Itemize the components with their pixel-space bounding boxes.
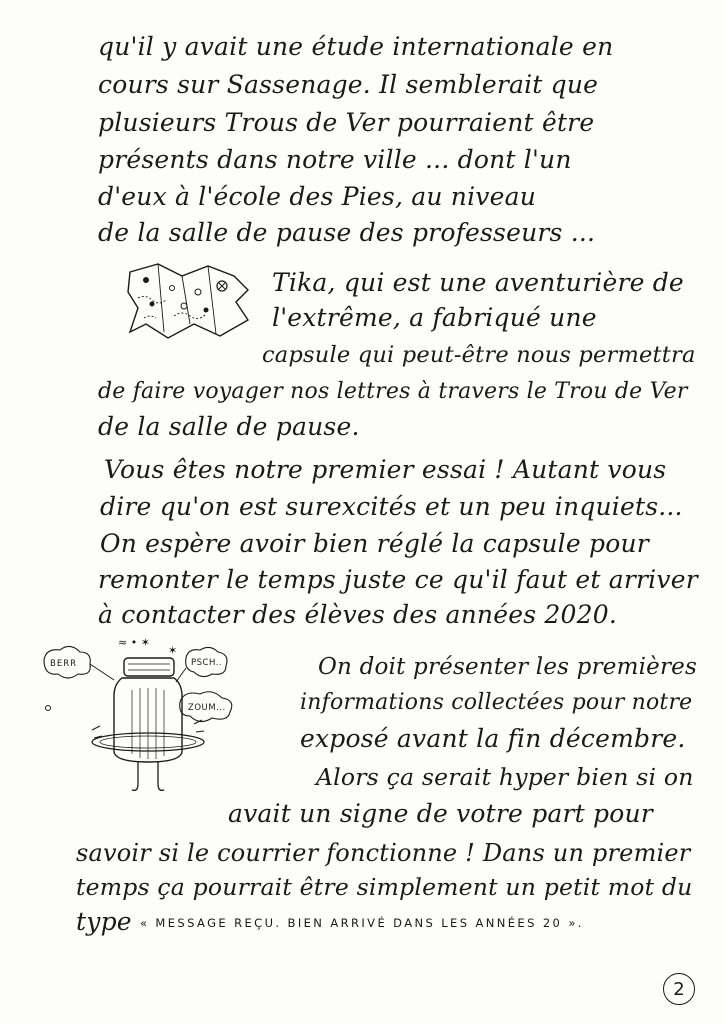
paragraph3-line: On espère avoir bien réglé la capsule pour <box>100 529 649 558</box>
treasure-map-drawing-icon <box>124 258 256 344</box>
type-word: type <box>76 907 132 936</box>
sound-zoum-label: ZOUM... <box>188 703 226 713</box>
paragraph3-line: à contacter des élèves des années 2020. <box>98 600 617 629</box>
paragraph1-line: plusieurs Trous de Ver pourraient être <box>98 108 595 137</box>
paragraph3-line: remonter le temps juste ce qu'il faut et arriver <box>98 565 698 594</box>
paragraph1-line: cours sur Sassenage. Il semblerait que <box>98 70 599 99</box>
paragraph4-last-line <box>76 907 584 938</box>
paragraph2-line: de la salle de pause. <box>98 412 360 441</box>
paragraph1-line: d'eux à l'école des Pies, au niveau <box>98 182 537 211</box>
paragraph1-line: de la salle de pause des professeurs ... <box>98 218 596 247</box>
paragraph2-line: capsule qui peut-être nous permettra <box>262 342 696 368</box>
paragraph4-line: temps ça pourrait être simplement un petit mot du <box>76 873 693 901</box>
sound-psch-label: PSCH.. <box>191 658 223 668</box>
paragraph4-line: exposé avant la fin décembre. <box>300 724 686 753</box>
paragraph1-line: qu'il y avait une étude internationale en <box>98 32 614 61</box>
paragraph3-line: Vous êtes notre premier essai ! Autant vous <box>104 455 667 484</box>
capsule-jar-drawing-icon <box>40 632 260 808</box>
paragraph4-line: Alors ça serait hyper bien si on <box>316 763 694 791</box>
svg-text:✶: ✶ <box>168 644 178 657</box>
paragraph4-line: savoir si le courrier fonctionne ! Dans un premier <box>76 839 691 867</box>
sound-berr-label: BERR <box>50 659 78 669</box>
paragraph2-line: Tika, qui est une aventurière de <box>272 268 684 297</box>
paragraph4-line: On doit présenter les premières <box>318 654 697 680</box>
quoted-message: « MESSAGE REÇU. BIEN ARRIVÉ DANS LES ANNÉES 20 ». <box>139 916 584 930</box>
paragraph1-line: présents dans notre ville ... dont l'un <box>98 145 572 174</box>
paragraph4-line: informations collectées pour notre <box>300 690 693 715</box>
svg-text:≈ • ✶: ≈ • ✶ <box>118 636 150 649</box>
paragraph4-line: avait un signe de votre part pour <box>228 799 653 828</box>
paragraph3-line: dire qu'on est surexcités et un peu inquiets... <box>100 492 683 521</box>
paragraph2-line: de faire voyager nos lettres à travers le Trou de Ver <box>98 379 688 404</box>
page-number: 2 <box>663 973 695 1005</box>
paragraph2-line: l'extrême, a fabriqué une <box>272 303 597 332</box>
